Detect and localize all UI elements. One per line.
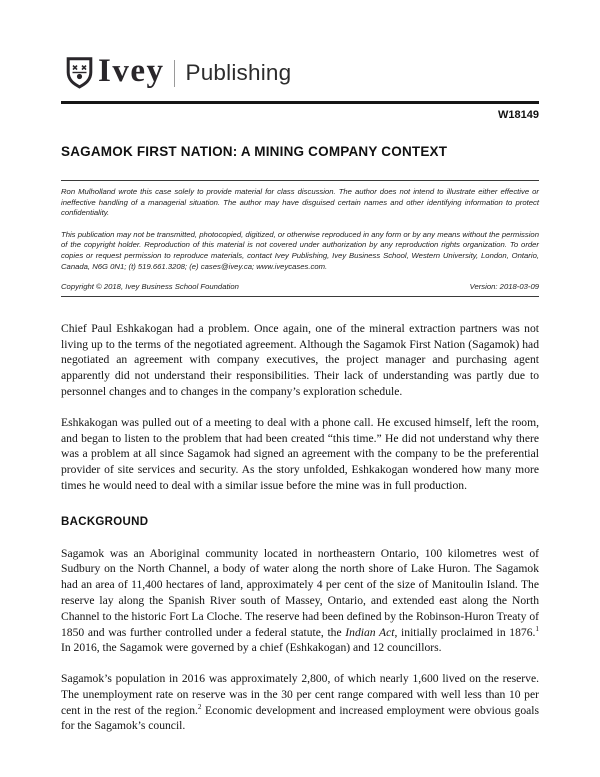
case-title: SAGAMOK FIRST NATION: A MINING COMPANY CONTEXT xyxy=(61,144,448,159)
background-heading: BACKGROUND xyxy=(61,515,149,528)
version-label: Version: 2018-03-09 xyxy=(469,282,539,292)
ivey-wordmark: Ivey xyxy=(98,52,165,89)
front-matter-top-rule xyxy=(61,180,539,181)
header-rule xyxy=(61,101,539,104)
front-matter-bottom-rule xyxy=(61,296,539,297)
case-number: W18149 xyxy=(498,109,539,121)
paragraph-background-1: Sagamok was an Aboriginal community located in northeastern Ontario, 100 kilometres west of Sudbury on the North Channel, a body of water along the north shore of Lake Huron. The Sagamok had an area of 11,400 hectares of land, approximately 4 per cent of the size of Manitoulin Island. The reserve lay along the Spanish River south of Massey, Ontario, and extended east along the North Channel to the historic Fort La Cloche. The reserve had been defined by the Robinson-Huron Treaty of 1850 and was further controlled under a federal statute, the Indian Act, initially proclaimed in 1876.$^1$ In 2016, the Sagamok were governed by a chief (Eshkakogan) and 12 councillors. xyxy=(61,546,539,655)
copyright-row xyxy=(61,282,539,296)
logo-divider xyxy=(174,60,175,87)
paragraph-intro-2: Eshkakogan was pulled out of a meeting to deal with a phone call. He excused himself, left the room, and began to listen to the problem that had been created “this time.” He did not understand why there was a problem at all since Sagamok had signed an agreement with the company to be the preferential provider of site services and security. As the story unfolded, Eshkakogan wondered how many more times he would need to deal with a similar issue before the mine was in full production. xyxy=(61,415,539,492)
paragraph-background-2: Sagamok’s population in 2016 was approximately 2,800, of which nearly 1,600 lived on the reserve. The unemployment rate on reserve was in the 30 per cent range compared with well less than 10 per cent in the rest of the region.$^2$ Economic development and increased employment were obvious goals for the Sagamok’s council. xyxy=(61,672,539,733)
publishing-wordmark: Publishing xyxy=(185,60,292,85)
page-content xyxy=(61,0,539,749)
attribution-note: Ron Mulholland wrote this case solely to provide material for class discussion. The author does not intend to illustrate either effective or ineffective handling of a managerial situation. The author may have disguised certain names and other identifying information to protect confidentiality. xyxy=(61,187,539,218)
ivey-shield-icon xyxy=(66,57,93,89)
paragraph-intro-1: Chief Paul Eshkakogan had a problem. Once again, one of the mineral extraction partners was not living up to the terms of the negotiated agreement. Although the Sagamok First Nation (Sagamok) had negotiated an agreement with company executives, the project manager and purchasing agent apparently did not understand their responsibilities. Their lack of understanding was partly due to personnel changes and to changes in the company’s exploration schedule. xyxy=(61,321,539,398)
publisher-logo xyxy=(61,53,539,93)
case-body xyxy=(61,321,539,735)
copyright-notice: Copyright © 2018, Ivey Business School Foundation xyxy=(61,282,239,292)
permissions-note: This publication may not be transmitted, photocopied, digitized, or otherwise reproduced in any form or by any means without the permission of the copyright holder. Reproduction of this material is not covered under authorization by any reproduction rights organization. To order copies or request permission to reproduce materials, contact Ivey Publishing, Ivey Business School, Western University, London, Ontario, Canada, N6G 0N1; (t) 519.661.3208; (e) cases@ivey.ca; www.iveycases.com. xyxy=(61,229,539,271)
